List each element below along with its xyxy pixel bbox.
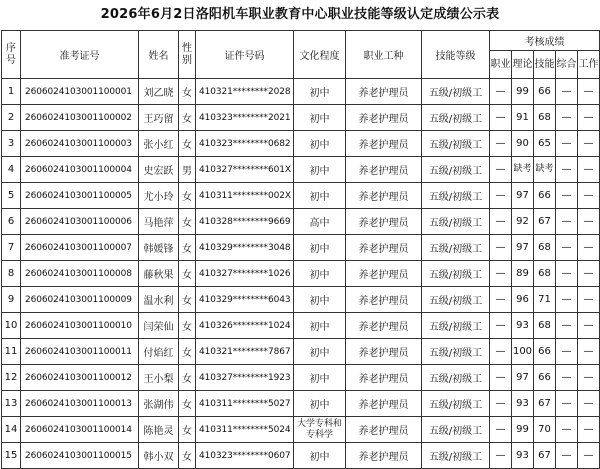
cell-education: 初中 [294, 131, 346, 157]
cell-score-occupation: — [490, 105, 512, 131]
cell-education: 初中 [294, 339, 346, 365]
cell-gender: 女 [179, 417, 196, 443]
cell-gender: 女 [179, 105, 196, 131]
cell-score-comprehensive: — [556, 183, 578, 209]
cell-occupation: 养老护理员 [346, 339, 422, 365]
cell-score-work: — [578, 287, 600, 313]
cell-score-comprehensive: — [556, 443, 578, 469]
cell-score-skill: 65 [534, 131, 556, 157]
cell-exam-id: 2606024103001100007 [21, 235, 139, 261]
cell-score-work: — [578, 391, 600, 417]
cell-score-occupation: — [490, 235, 512, 261]
cell-exam-id: 2606024103001100010 [21, 313, 139, 339]
cell-gender: 女 [179, 183, 196, 209]
table-row [2, 313, 600, 339]
cell-education: 大学专科和专科学 [294, 417, 346, 443]
cell-exam-id: 2606024103001100002 [21, 105, 139, 131]
cell-seq: 14 [2, 417, 21, 443]
cell-gender: 男 [179, 157, 196, 183]
cell-seq: 3 [2, 131, 21, 157]
header-exam-id: 准考证号 [21, 31, 139, 79]
cell-occupation: 养老护理员 [346, 157, 422, 183]
cell-exam-id: 2606024103001100008 [21, 261, 139, 287]
cell-score-comprehensive: — [556, 157, 578, 183]
cell-seq: 7 [2, 235, 21, 261]
cell-occupation: 养老护理员 [346, 131, 422, 157]
cell-score-comprehensive: — [556, 261, 578, 287]
cell-score-comprehensive: — [556, 417, 578, 443]
cell-seq: 4 [2, 157, 21, 183]
header-education: 文化程度 [294, 31, 346, 79]
cell-score-theory: 97 [512, 183, 534, 209]
cell-score-occupation: — [490, 209, 512, 235]
cell-id-number: 410321********2028 [196, 79, 294, 105]
header-score-skill: 技能 [534, 51, 556, 79]
cell-score-skill: 66 [534, 79, 556, 105]
cell-skill-level: 五级/初级工 [422, 235, 490, 261]
cell-score-skill: 66 [534, 183, 556, 209]
header-score-comprehensive: 综合 [556, 51, 578, 79]
cell-occupation: 养老护理员 [346, 183, 422, 209]
cell-occupation: 养老护理员 [346, 105, 422, 131]
cell-exam-id: 2606024103001100006 [21, 209, 139, 235]
header-scores: 考核成绩 [490, 31, 600, 51]
header-id-number: 证件号码 [196, 31, 294, 79]
cell-name: 王巧留 [139, 105, 179, 131]
table-row [2, 131, 600, 157]
cell-score-theory: 92 [512, 209, 534, 235]
cell-score-occupation: — [490, 183, 512, 209]
cell-score-comprehensive: — [556, 365, 578, 391]
cell-score-work: — [578, 365, 600, 391]
cell-score-theory: 96 [512, 287, 534, 313]
cell-score-occupation: — [490, 287, 512, 313]
cell-score-skill: 68 [534, 105, 556, 131]
cell-score-theory: 97 [512, 235, 534, 261]
results-table [1, 30, 600, 469]
cell-name: 韩小双 [139, 443, 179, 469]
cell-id-number: 410329********6043 [196, 287, 294, 313]
cell-skill-level: 五级/初级工 [422, 287, 490, 313]
cell-name: 王小梨 [139, 365, 179, 391]
cell-gender: 女 [179, 287, 196, 313]
cell-score-comprehensive: — [556, 105, 578, 131]
cell-score-skill: 71 [534, 287, 556, 313]
cell-occupation: 养老护理员 [346, 313, 422, 339]
cell-name: 史宏跃 [139, 157, 179, 183]
cell-exam-id: 2606024103001100005 [21, 183, 139, 209]
cell-seq: 5 [2, 183, 21, 209]
cell-id-number: 410311********5027 [196, 391, 294, 417]
cell-score-work: — [578, 209, 600, 235]
page-title: 2026年6月2日洛阳机车职业教育中心职业技能等级认定成绩公示表 [100, 7, 500, 22]
table-row [2, 157, 600, 183]
cell-exam-id: 2606024103001100011 [21, 339, 139, 365]
cell-score-work: — [578, 339, 600, 365]
cell-score-work: — [578, 183, 600, 209]
cell-exam-id: 2606024103001100015 [21, 443, 139, 469]
cell-skill-level: 五级/初级工 [422, 365, 490, 391]
cell-skill-level: 五级/初级工 [422, 131, 490, 157]
cell-skill-level: 五级/初级工 [422, 313, 490, 339]
cell-score-skill: 68 [534, 235, 556, 261]
cell-education: 初中 [294, 235, 346, 261]
cell-education: 初中 [294, 287, 346, 313]
cell-score-theory: 93 [512, 391, 534, 417]
cell-id-number: 410323********0682 [196, 131, 294, 157]
cell-name: 温水利 [139, 287, 179, 313]
cell-score-occupation: — [490, 365, 512, 391]
cell-seq: 1 [2, 79, 21, 105]
cell-score-comprehensive: — [556, 131, 578, 157]
cell-score-theory: 97 [512, 365, 534, 391]
cell-gender: 女 [179, 79, 196, 105]
table-row [2, 391, 600, 417]
cell-occupation: 养老护理员 [346, 235, 422, 261]
cell-score-theory: 99 [512, 417, 534, 443]
cell-gender: 女 [179, 261, 196, 287]
cell-score-work: — [578, 105, 600, 131]
table-body [2, 79, 600, 469]
table-row [2, 261, 600, 287]
cell-education: 初中 [294, 261, 346, 287]
cell-score-theory: 99 [512, 79, 534, 105]
cell-education: 初中 [294, 105, 346, 131]
cell-gender: 女 [179, 365, 196, 391]
cell-id-number: 410323********2021 [196, 105, 294, 131]
cell-gender: 女 [179, 313, 196, 339]
cell-id-number: 410327********601X [196, 157, 294, 183]
header-score-occupation: 职业 [490, 51, 512, 79]
cell-education: 初中 [294, 313, 346, 339]
cell-score-theory: 91 [512, 105, 534, 131]
cell-skill-level: 五级/初级工 [422, 209, 490, 235]
cell-score-occupation: — [490, 339, 512, 365]
cell-skill-level: 五级/初级工 [422, 105, 490, 131]
cell-occupation: 养老护理员 [346, 443, 422, 469]
cell-occupation: 养老护理员 [346, 261, 422, 287]
cell-score-occupation: — [490, 131, 512, 157]
cell-score-work: — [578, 313, 600, 339]
header-gender: 性别 [179, 31, 196, 79]
cell-score-skill: 66 [534, 365, 556, 391]
cell-education: 初中 [294, 157, 346, 183]
cell-skill-level: 五级/初级工 [422, 417, 490, 443]
cell-name: 陈艳灵 [139, 417, 179, 443]
cell-score-occupation: — [490, 261, 512, 287]
cell-name: 刘乙晓 [139, 79, 179, 105]
cell-id-number: 410327********1026 [196, 261, 294, 287]
cell-occupation: 养老护理员 [346, 391, 422, 417]
cell-score-work: — [578, 131, 600, 157]
cell-score-theory: 100 [512, 339, 534, 365]
cell-gender: 女 [179, 235, 196, 261]
table-row [2, 339, 600, 365]
cell-score-comprehensive: — [556, 339, 578, 365]
cell-score-skill: 67 [534, 209, 556, 235]
table-row [2, 183, 600, 209]
cell-exam-id: 2606024103001100014 [21, 417, 139, 443]
cell-exam-id: 2606024103001100012 [21, 365, 139, 391]
cell-seq: 11 [2, 339, 21, 365]
cell-id-number: 410328********9669 [196, 209, 294, 235]
cell-score-occupation: — [490, 79, 512, 105]
cell-occupation: 养老护理员 [346, 417, 422, 443]
cell-id-number: 410311********002X [196, 183, 294, 209]
cell-score-comprehensive: — [556, 287, 578, 313]
table-row [2, 365, 600, 391]
table-row [2, 287, 600, 313]
cell-seq: 10 [2, 313, 21, 339]
cell-id-number: 410323********0607 [196, 443, 294, 469]
cell-score-occupation: — [490, 313, 512, 339]
header-name: 姓名 [139, 31, 179, 79]
cell-education: 初中 [294, 79, 346, 105]
cell-name: 韩媛锋 [139, 235, 179, 261]
table-row [2, 235, 600, 261]
table-row [2, 417, 600, 443]
cell-score-skill: 68 [534, 313, 556, 339]
cell-education: 初中 [294, 443, 346, 469]
table-row [2, 105, 600, 131]
cell-score-skill: 缺考 [534, 157, 556, 183]
cell-skill-level: 五级/初级工 [422, 183, 490, 209]
cell-score-occupation: — [490, 157, 512, 183]
cell-name: 张小红 [139, 131, 179, 157]
cell-score-theory: 93 [512, 313, 534, 339]
cell-score-work: — [578, 157, 600, 183]
cell-seq: 15 [2, 443, 21, 469]
cell-score-occupation: — [490, 443, 512, 469]
cell-score-skill: 66 [534, 339, 556, 365]
cell-score-occupation: — [490, 391, 512, 417]
cell-score-occupation: — [490, 417, 512, 443]
cell-skill-level: 五级/初级工 [422, 391, 490, 417]
cell-skill-level: 五级/初级工 [422, 443, 490, 469]
header-score-theory: 理论 [512, 51, 534, 79]
cell-id-number: 410326********1024 [196, 313, 294, 339]
cell-gender: 女 [179, 209, 196, 235]
cell-id-number: 410329********3048 [196, 235, 294, 261]
cell-exam-id: 2606024103001100013 [21, 391, 139, 417]
cell-seq: 2 [2, 105, 21, 131]
cell-education: 初中 [294, 365, 346, 391]
table-row [2, 79, 600, 105]
cell-education: 初中 [294, 183, 346, 209]
cell-score-theory: 93 [512, 443, 534, 469]
cell-seq: 12 [2, 365, 21, 391]
cell-exam-id: 2606024103001100004 [21, 157, 139, 183]
cell-occupation: 养老护理员 [346, 365, 422, 391]
cell-skill-level: 五级/初级工 [422, 79, 490, 105]
cell-score-skill: 68 [534, 261, 556, 287]
cell-exam-id: 2606024103001100009 [21, 287, 139, 313]
cell-gender: 女 [179, 391, 196, 417]
cell-name: 马艳萍 [139, 209, 179, 235]
cell-score-comprehensive: — [556, 391, 578, 417]
cell-skill-level: 五级/初级工 [422, 339, 490, 365]
cell-exam-id: 2606024103001100003 [21, 131, 139, 157]
cell-seq: 13 [2, 391, 21, 417]
cell-score-theory: 89 [512, 261, 534, 287]
cell-education: 高中 [294, 209, 346, 235]
cell-score-theory: 90 [512, 131, 534, 157]
cell-score-work: — [578, 235, 600, 261]
cell-score-comprehensive: — [556, 235, 578, 261]
cell-occupation: 养老护理员 [346, 209, 422, 235]
cell-gender: 女 [179, 339, 196, 365]
cell-gender: 女 [179, 443, 196, 469]
cell-id-number: 410321********7867 [196, 339, 294, 365]
cell-score-skill: 70 [534, 417, 556, 443]
cell-score-work: — [578, 79, 600, 105]
cell-score-skill: 67 [534, 391, 556, 417]
cell-score-comprehensive: — [556, 79, 578, 105]
header-occupation: 职业工种 [346, 31, 422, 79]
header-skill-level: 技能等级 [422, 31, 490, 79]
cell-gender: 女 [179, 131, 196, 157]
cell-skill-level: 五级/初级工 [422, 157, 490, 183]
cell-score-comprehensive: — [556, 209, 578, 235]
cell-name: 张湖伟 [139, 391, 179, 417]
table-row [2, 209, 600, 235]
cell-name: 藤秋果 [139, 261, 179, 287]
cell-score-skill: 67 [534, 443, 556, 469]
cell-score-work: — [578, 261, 600, 287]
cell-occupation: 养老护理员 [346, 287, 422, 313]
cell-exam-id: 2606024103001100001 [21, 79, 139, 105]
cell-score-theory: 缺考 [512, 157, 534, 183]
cell-id-number: 410311********5024 [196, 417, 294, 443]
cell-seq: 9 [2, 287, 21, 313]
cell-skill-level: 五级/初级工 [422, 261, 490, 287]
cell-seq: 8 [2, 261, 21, 287]
cell-score-work: — [578, 417, 600, 443]
cell-seq: 6 [2, 209, 21, 235]
cell-score-comprehensive: — [556, 313, 578, 339]
cell-education: 初中 [294, 391, 346, 417]
cell-name: 闫荣仙 [139, 313, 179, 339]
cell-name: 付焰红 [139, 339, 179, 365]
cell-name: 尤小玲 [139, 183, 179, 209]
cell-score-work: — [578, 443, 600, 469]
header-seq: 序号 [2, 31, 21, 79]
header-score-work: 工作 [578, 51, 600, 79]
cell-id-number: 410327********1923 [196, 365, 294, 391]
cell-occupation: 养老护理员 [346, 79, 422, 105]
